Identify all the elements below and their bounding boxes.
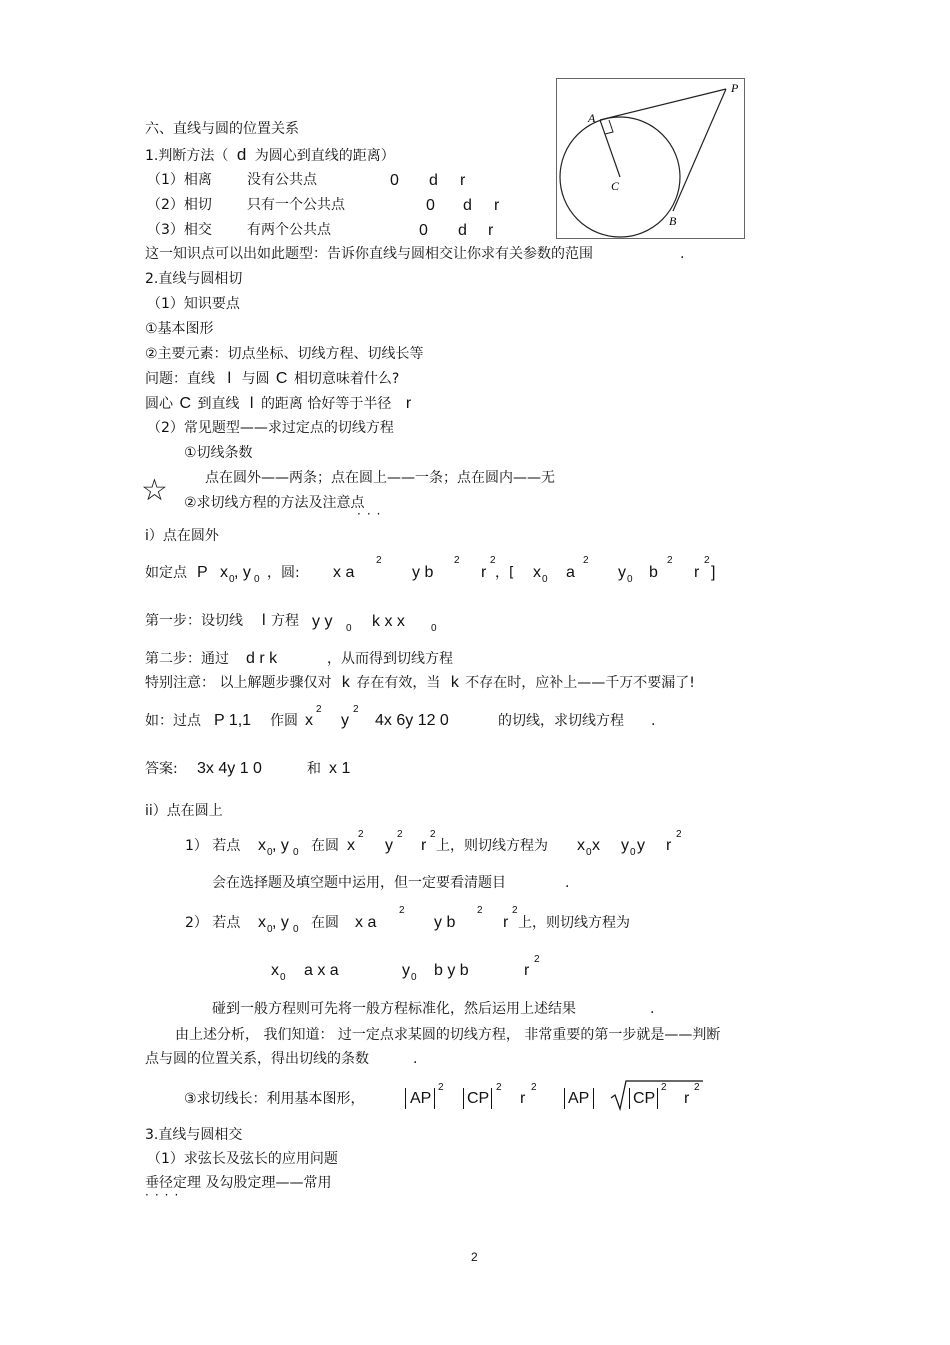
method-row-label: （3）相交 [147, 222, 212, 238]
method-row-r: r [488, 222, 494, 239]
on2-y: , y [272, 914, 289, 931]
on2-ans-b: b y b [434, 962, 469, 979]
ex-b: b [649, 564, 658, 581]
on1-ans-y2: y [637, 837, 645, 854]
on1-ans-x-sub: 0 [586, 847, 592, 858]
question-2: 圆心 C 到直线 l 的距离 恰好等于半径 r [145, 395, 412, 412]
method-row-zero: 0 [426, 197, 435, 214]
abs-bar [593, 1088, 594, 1109]
method-heading: 1.判断方法（ d 为圆心到直线的距离） [145, 145, 395, 164]
section-title: 六、直线与圆的位置关系 [145, 121, 299, 137]
ex-bracket: ，[ [495, 565, 515, 581]
tangent-line-PB [673, 89, 726, 211]
on2-ans-r: r [524, 962, 530, 979]
summary-end: . [413, 1051, 418, 1067]
example-text: 作圆 [270, 713, 298, 729]
on2-label: 2） 若点 [185, 915, 241, 931]
ex-x0-sub: 0 [542, 574, 548, 585]
abs-bar [564, 1088, 565, 1109]
on1-y: , y [272, 837, 289, 854]
ex-y-sub: 0 [254, 574, 260, 585]
example-x: x [305, 712, 313, 729]
example-y-sup: 2 [353, 704, 359, 715]
on2-cx: x a [355, 914, 377, 931]
on1-cy: y [385, 837, 393, 854]
len-CP-sup: 2 [496, 1082, 502, 1093]
tangent-heading: 2.直线与圆相切 [145, 271, 243, 287]
len-CP2: CP [633, 1090, 656, 1107]
ex-eq1: x a [333, 564, 355, 581]
summary-line-2: 点与圆的位置关系，得出切线的条数 [145, 1051, 369, 1067]
on2-y-sub: 0 [293, 924, 299, 935]
tangent-figure [556, 78, 748, 240]
method-row-r: r [460, 172, 466, 189]
ex-x0: x [533, 564, 541, 581]
on2-cx-sup: 2 [399, 905, 405, 916]
abs-bar [629, 1088, 630, 1109]
example-x-sup: 2 [316, 704, 322, 715]
ex-x: x [220, 564, 228, 581]
radius-CA [600, 120, 620, 177]
method-note-end: . [680, 246, 685, 262]
on2-cy: y b [434, 914, 456, 931]
intersect-k1: （1）求弦长及弦长的应用问题 [147, 1151, 338, 1167]
len-CP: CP [467, 1090, 490, 1107]
on2-ans-x-sub: 0 [280, 972, 286, 983]
on1-label: 1） 若点 [185, 838, 241, 854]
star-icon: ☆ [141, 473, 168, 508]
question-1: 问题：直线 l 与圆 C 相切意味着什么? [145, 370, 400, 387]
page-number: 2 [471, 1250, 478, 1264]
step2-eq: d r k [246, 650, 278, 667]
answer-and: 和 [307, 761, 321, 777]
method-row-desc: 没有公共点 [247, 172, 317, 188]
on1-ans-r: r [666, 837, 672, 854]
ex-r2-sup: 2 [704, 555, 710, 566]
ex-label: 如定点 [145, 565, 187, 581]
tangent-method: ②求切线方程的方法及注意点 [184, 495, 365, 511]
on1-cx-sup: 2 [358, 829, 364, 840]
answer-label: 答案: [145, 761, 178, 777]
label-A: A [588, 111, 596, 125]
len-r-sup: 2 [531, 1082, 537, 1093]
method-row-d: d [458, 222, 467, 239]
intersect-heading: 3.直线与圆相交 [145, 1127, 243, 1143]
example-label: 如：过点 [145, 713, 201, 729]
ex-eq2-sup: 2 [454, 555, 460, 566]
on2-x: x [258, 914, 266, 931]
on2-r: r [503, 914, 509, 931]
tangent-length: ③求切线长：利用基本图形， [184, 1091, 365, 1107]
abs-bar [405, 1088, 406, 1109]
figure-frame [557, 79, 745, 239]
method-row-desc: 只有一个公共点 [247, 197, 345, 213]
on1-ans-x2: x [592, 837, 600, 854]
len-AP-sup: 2 [438, 1082, 444, 1093]
abs-bar [657, 1088, 658, 1109]
emphasis-dots: ··· [357, 507, 387, 521]
on1-r: r [421, 837, 427, 854]
label-C: C [611, 179, 620, 193]
right-angle-mark [605, 120, 613, 134]
on2-ans-y-sub: 0 [411, 972, 417, 983]
on1-text: 在圆 [311, 838, 339, 854]
on1-ans-y: y [621, 837, 629, 854]
label-B: B [669, 214, 677, 228]
method-row-d: d [463, 197, 472, 214]
method-note: 这一知识点可以出如此题型：告诉你直线与圆相交让你求有关参数的范围 [145, 246, 593, 262]
ex-close: ] [711, 564, 716, 581]
abs-bar [491, 1088, 492, 1109]
ex-r-sup: 2 [490, 555, 496, 566]
ex-a: a [566, 564, 575, 581]
len-AP: AP [410, 1090, 432, 1107]
step1-text: 方程 [271, 613, 299, 629]
on1-ans-x: x [577, 837, 585, 854]
step2-text: ，从而得到切线方程 [327, 651, 453, 667]
len-r: r [520, 1090, 526, 1107]
label-P: P [731, 81, 739, 95]
on1-ans-r-sup: 2 [676, 829, 682, 840]
len-r2-sup: 2 [694, 1082, 700, 1093]
step2-label: 第二步：通过 [145, 651, 229, 667]
method-row-label: （1）相离 [147, 172, 212, 188]
example-y: y [341, 712, 349, 729]
on2-ans-a: a x a [304, 962, 339, 979]
example-tail: 的切线，求切线方程 [498, 713, 624, 729]
on2-text2: 上，则切线方程为 [518, 915, 630, 931]
len-CP2-sup: 2 [661, 1082, 667, 1093]
step1-sub: 0 [346, 623, 352, 634]
method-row-zero: 0 [419, 222, 428, 239]
on1-r-sup: 2 [430, 829, 436, 840]
method-row-zero: 0 [390, 172, 399, 189]
intersect-k2: 垂径定理 及勾股定理——常用 [145, 1175, 332, 1191]
ex-eq1-sup: 2 [376, 555, 382, 566]
ex-circle-label: ，圆: [267, 565, 300, 581]
on1-text2: 上，则切线方程为 [436, 838, 548, 854]
on1-y-sub: 0 [293, 847, 299, 858]
method-row-d: d [429, 172, 438, 189]
method-row-desc: 有两个公共点 [247, 222, 331, 238]
ex-y0: y [618, 564, 626, 581]
step1-eq: y y [312, 613, 333, 630]
ex-P: P [197, 564, 208, 581]
ex-b-sup: 2 [667, 555, 673, 566]
tangent-line-PA [600, 89, 726, 120]
on2-r-sup: 2 [512, 905, 518, 916]
len-r2: r [684, 1090, 690, 1107]
abs-bar [434, 1088, 435, 1109]
on1-cy-sup: 2 [397, 829, 403, 840]
tangent-count-desc: 点在圆外——两条；点在圆上——一条；点在圆内——无 [205, 470, 555, 486]
ex-a-sup: 2 [583, 555, 589, 566]
summary-line-1: 由上述分析， 我们知道： 过一定点求某圆的切线方程， 非常重要的第一步就是——判断 [175, 1027, 721, 1043]
ex-r2: r [694, 564, 700, 581]
answer-eq2: x 1 [329, 760, 351, 777]
on1-note-end: . [565, 875, 570, 891]
example-eq: 4x 6y 12 0 [375, 712, 449, 729]
on1-ans-y-sub: 0 [630, 847, 636, 858]
on2-text: 在圆 [311, 915, 339, 931]
on2-note: 碰到一般方程则可先将一般方程标准化，然后运用上述结果 [212, 1001, 576, 1017]
method-row-label: （2）相切 [147, 197, 212, 213]
abs-bar [463, 1088, 464, 1109]
on1-x: x [258, 837, 266, 854]
step1-label: 第一步：设切线 [145, 613, 243, 629]
on2-ans-x: x [271, 962, 279, 979]
on2-x-sub: 0 [267, 924, 273, 935]
case-on: ii）点在圆上 [145, 803, 223, 819]
on1-x-sub: 0 [267, 847, 273, 858]
ex-y: , y [234, 564, 251, 581]
on2-ans-r-sup: 2 [534, 954, 540, 965]
special-note: 特别注意： 以上解题步骤仅对 k 存在有效，当 k 不存在时，应补上——千万不要漏了! [145, 674, 695, 691]
case-outside: i）点在圆外 [145, 528, 219, 544]
example-end: . [651, 713, 656, 729]
answer-eq: 3x 4y 1 0 [197, 760, 262, 777]
ex-r: r [481, 564, 487, 581]
len-AP2: AP [568, 1090, 590, 1107]
on1-cx: x [347, 837, 355, 854]
tangent-k1: （1）知识要点 [147, 296, 240, 312]
ex-eq2: y b [412, 564, 434, 581]
method-row-r: r [494, 197, 500, 214]
on2-cy-sup: 2 [477, 905, 483, 916]
on2-note-end: . [650, 1001, 655, 1017]
emphasis-dots: ···· [145, 1188, 185, 1202]
on2-ans-y: y [402, 962, 410, 979]
on1-note: 会在选择题及填空题中运用，但一定要看清题目 [212, 875, 506, 891]
tangent-type: （2）常见题型——求过定点的切线方程 [147, 420, 394, 436]
ex-x-sub: 0 [229, 574, 235, 585]
tangent-k2: ①基本图形 [145, 321, 214, 337]
step1-l: l [262, 612, 266, 629]
tangent-k3: ②主要元素：切点坐标、切线方程、切线长等 [145, 346, 424, 362]
example-P: P 1,1 [214, 712, 252, 729]
step1-eq2: k x x [372, 613, 405, 630]
tangent-count: ①切线条数 [184, 445, 253, 461]
ex-y0-sub: 0 [627, 574, 633, 585]
step1-sub2: 0 [431, 623, 437, 634]
